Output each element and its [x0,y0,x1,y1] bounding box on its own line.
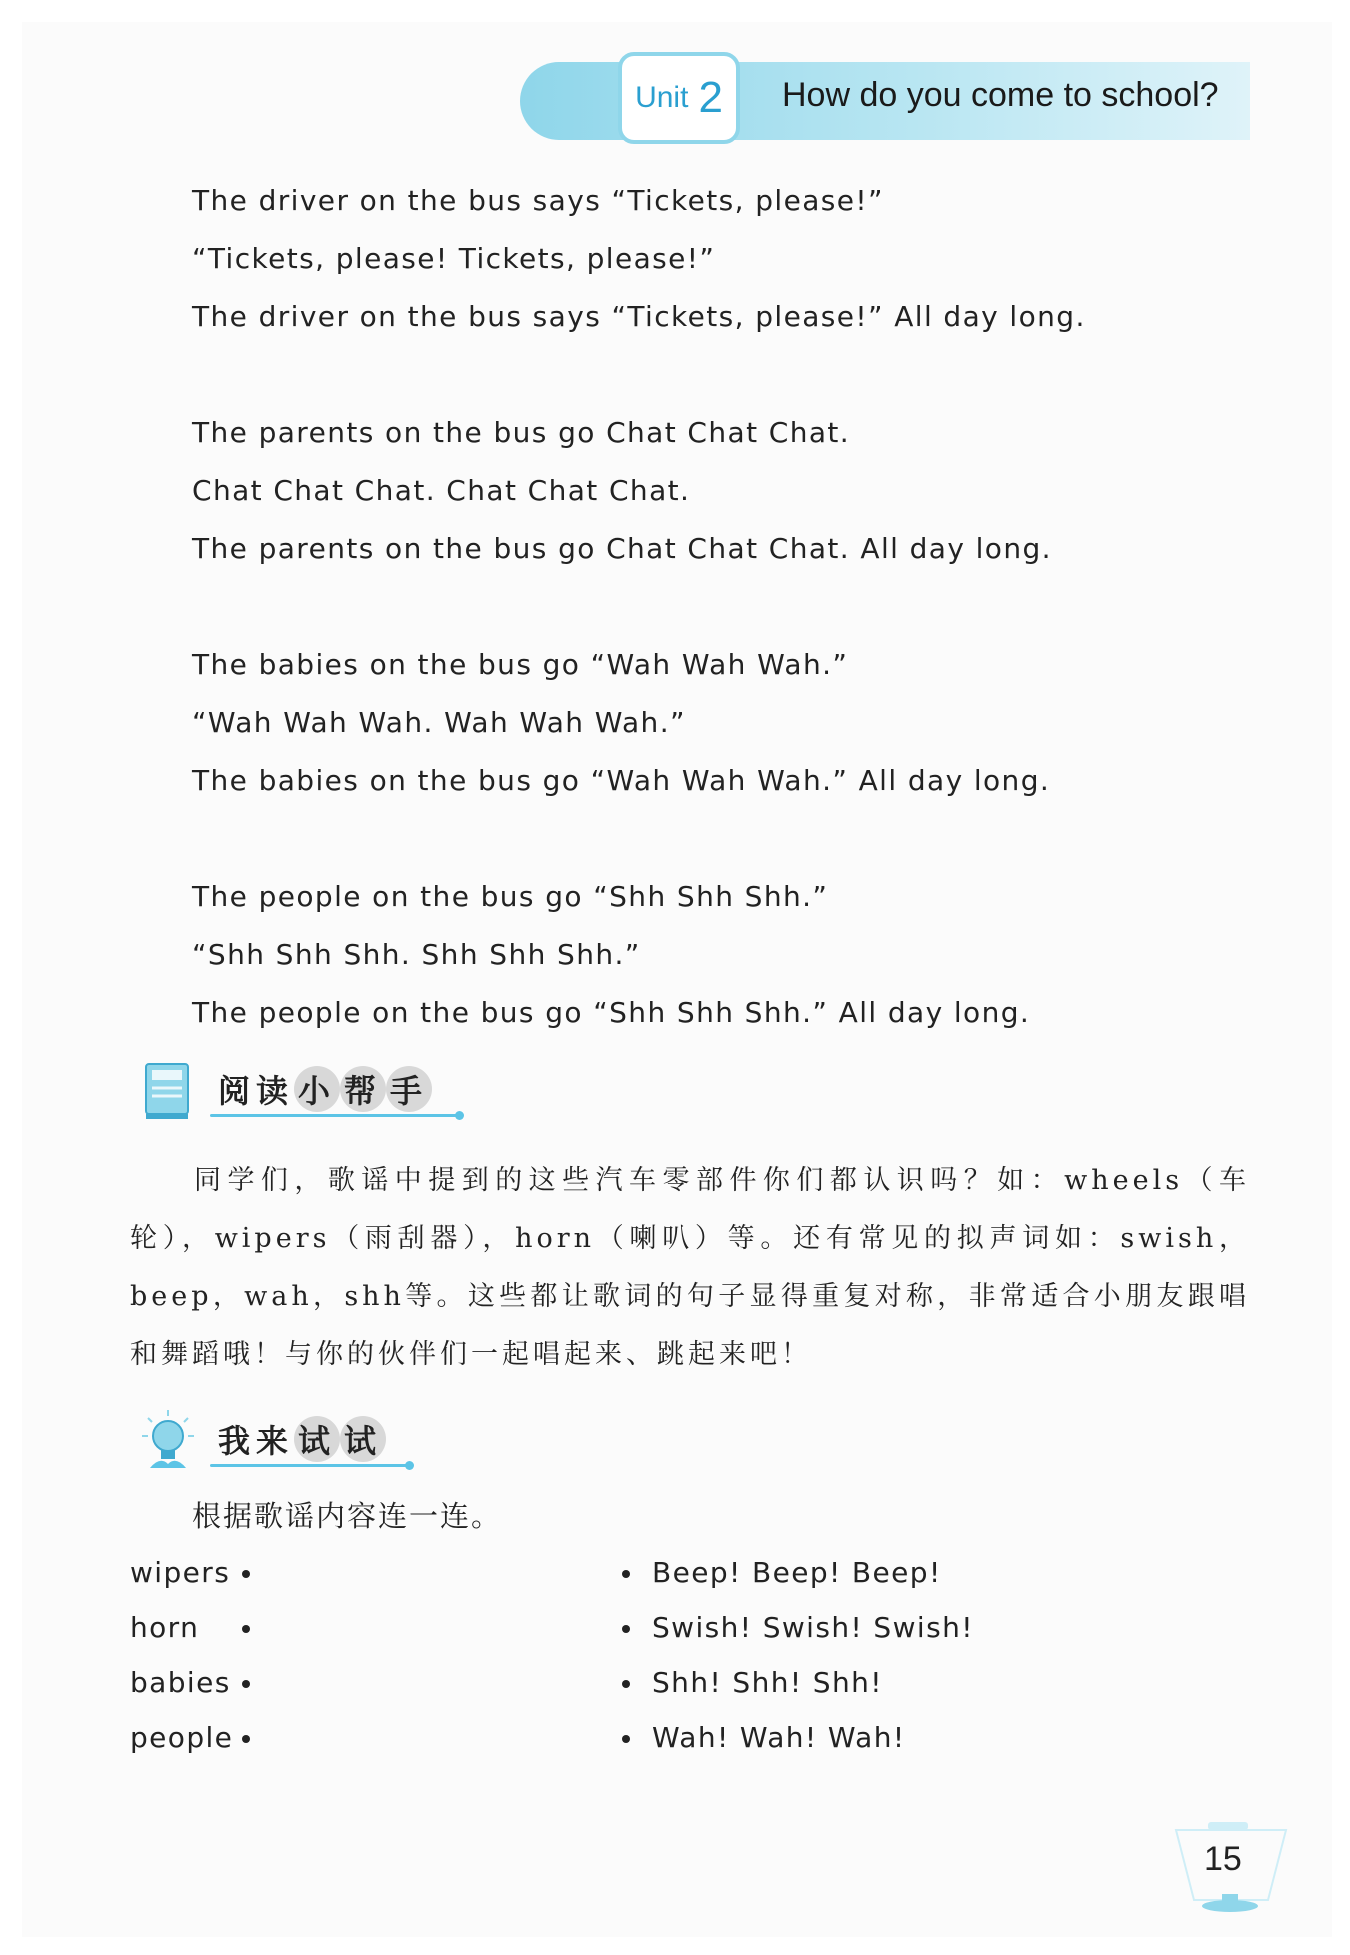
match-sound: Swish! Swish! Swish! [652,1611,974,1644]
match-dot[interactable] [242,1625,250,1633]
title-highlight-char: 试 [294,1416,340,1462]
match-term-row [130,1710,250,1765]
match-term: babies [130,1666,231,1699]
unit-title: How do you come to school? [782,76,1219,114]
match-sound: Wah! Wah! Wah! [652,1721,906,1754]
match-term-row [130,1600,250,1655]
lyric-line: The people on the bus go “Shh Shh Shh.” All day long. [192,996,1031,1029]
match-sound: Beep! Beep! Beep! [652,1556,942,1589]
match-sound-row [622,1710,974,1765]
match-dot[interactable] [622,1735,630,1743]
stanza [192,636,1192,810]
match-term: horn [130,1611,200,1644]
lyric-line: “Tickets, please! Tickets, please!” [192,242,716,275]
match-dot[interactable] [622,1625,630,1633]
lyric-line: The driver on the bus says “Tickets, please!” All day long. [192,300,1086,333]
unit-badge [618,52,740,144]
book-icon [140,1058,196,1122]
match-dot[interactable] [242,1735,250,1743]
match-sound-row [622,1600,974,1655]
lyric-line: “Wah Wah Wah. Wah Wah Wah.” [192,706,686,739]
stanza [192,172,1192,346]
lyric-line: The people on the bus go “Shh Shh Shh.” [192,880,829,913]
match-term-row [130,1545,250,1600]
matching-instruction: 根据歌谣内容连一连。 [192,1499,503,1533]
title-highlight-char: 帮 [340,1066,386,1112]
lyric-line: The babies on the bus go “Wah Wah Wah.” All day long. [192,764,1051,797]
title-highlight-char: 试 [340,1416,386,1462]
lyric-line: The parents on the bus go Chat Chat Chat. All day long. [192,532,1052,565]
lyric-line: The driver on the bus says “Tickets, please!” [192,184,884,217]
match-term-row [130,1655,250,1710]
match-term: people [130,1721,234,1754]
unit-number: 2 [698,73,723,122]
match-term: wipers [130,1556,231,1589]
match-dot[interactable] [242,1680,250,1688]
lightbulb-icon [140,1410,196,1474]
title-highlight-char: 小 [294,1066,340,1112]
match-dot[interactable] [622,1680,630,1688]
match-dot[interactable] [622,1570,630,1578]
lyric-line: Chat Chat Chat. Chat Chat Chat. [192,474,691,507]
lyric-line: The babies on the bus go “Wah Wah Wah.” [192,648,849,681]
matching-left-column [130,1545,250,1765]
match-sound-row [622,1655,974,1710]
matching-right-column [622,1545,974,1765]
try-it-title [218,1416,386,1462]
page-number: 15 [1204,1840,1242,1878]
reading-helper-title-plain: 阅读 [218,1072,295,1110]
section-underline [210,1114,460,1117]
try-it-title-plain: 我来 [218,1422,295,1460]
match-sound: Shh! Shh! Shh! [652,1666,883,1699]
unit-word: Unit [635,81,689,114]
stanza [192,404,1192,578]
song-lyrics [192,172,1192,1100]
match-sound-row [622,1545,974,1600]
reading-helper-paragraph: 同学们，歌谣中提到的这些汽车零部件你们都认识吗？如：wheels（车轮），wipers（雨刮器），horn（喇叭）等。还有常见的拟声词如：swish，beep，wah，shh等。这些都让歌词的句子显得重复对称，非常适合小朋友跟唱和舞蹈哦！与你的伙伴们一起唱起来、跳起来吧！ [130,1165,1250,1370]
reading-helper-title [218,1066,432,1112]
section-underline [210,1464,410,1467]
stanza [192,868,1192,1042]
match-dot[interactable] [242,1570,250,1578]
title-highlight-char: 手 [386,1066,432,1112]
lyric-line: The parents on the bus go Chat Chat Chat. [192,416,851,449]
lyric-line: “Shh Shh Shh. Shh Shh Shh.” [192,938,641,971]
